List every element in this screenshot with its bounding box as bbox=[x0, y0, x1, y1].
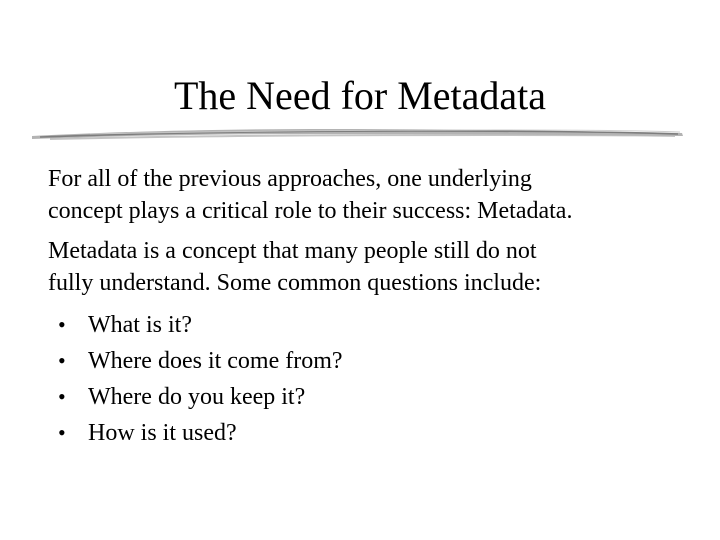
question-list bbox=[48, 307, 708, 451]
list-item bbox=[48, 307, 708, 343]
paragraph-2-line-2: fully understand. Some common questions include: bbox=[48, 270, 542, 296]
title-divider-brushstroke bbox=[30, 122, 685, 144]
list-item-text: Where do you keep it? bbox=[88, 384, 306, 410]
body-paragraph-2 bbox=[48, 235, 708, 299]
list-item bbox=[48, 343, 708, 379]
body-paragraph-1 bbox=[48, 163, 708, 227]
slide-title: The Need for Metadata bbox=[173, 73, 547, 118]
bullet-icon: • bbox=[58, 420, 66, 445]
bullet-icon: • bbox=[58, 312, 66, 337]
list-item-text: What is it? bbox=[88, 312, 192, 338]
bullet-icon: • bbox=[58, 348, 66, 373]
list-item bbox=[48, 379, 708, 415]
list-item-text: Where does it come from? bbox=[88, 348, 343, 374]
paragraph-1-line-1: For all of the previous approaches, one underlying bbox=[48, 166, 532, 192]
list-item bbox=[48, 415, 708, 451]
bullet-icon: • bbox=[58, 384, 66, 409]
list-item-text: How is it used? bbox=[88, 420, 237, 446]
slide-body bbox=[48, 163, 708, 451]
paragraph-2-line-1: Metadata is a concept that many people still do not bbox=[48, 238, 537, 264]
paragraph-1-line-2: concept plays a critical role to their success: Metadata. bbox=[48, 198, 573, 224]
